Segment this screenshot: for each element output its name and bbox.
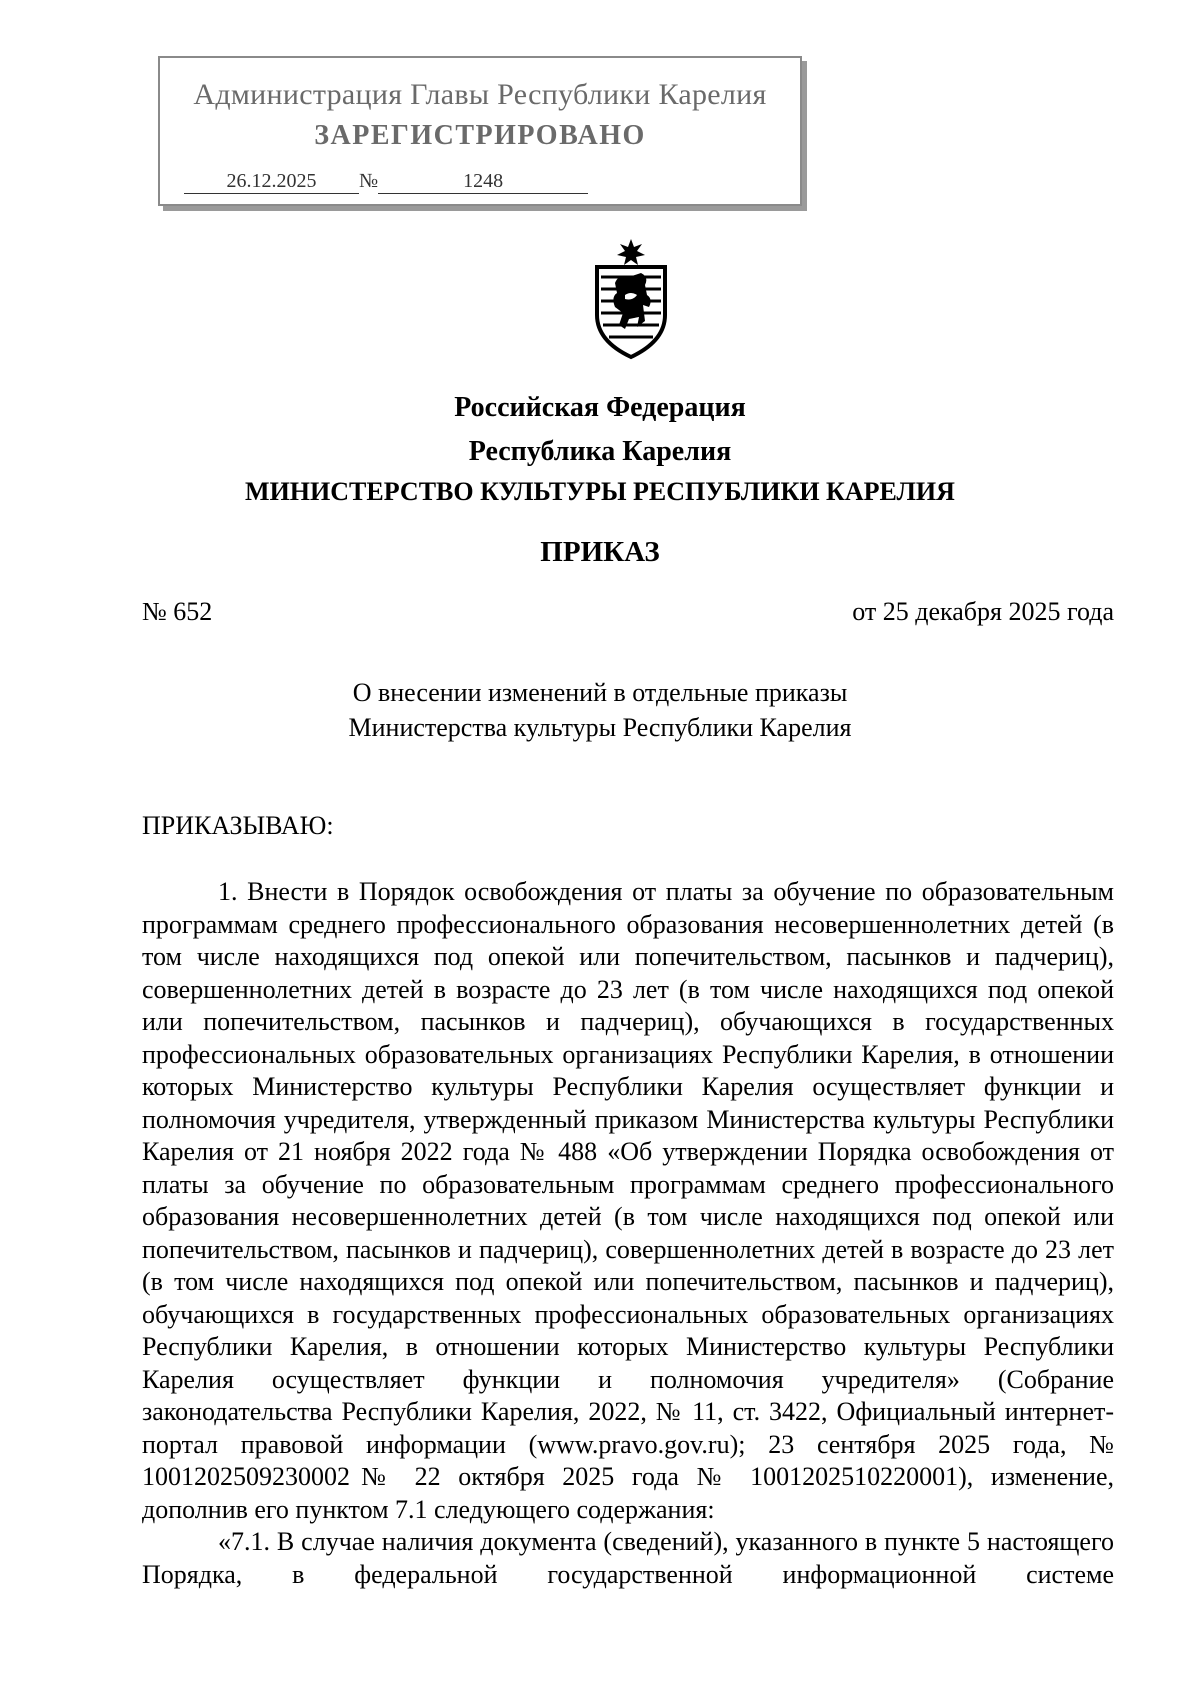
registration-stamp [158, 56, 802, 206]
stamp-date: 26.12.2025 [184, 170, 359, 194]
orders-word: ПРИКАЗЫВАЮ: [142, 811, 334, 840]
stamp-number-sign: № [359, 170, 379, 192]
order-date: от 25 декабря 2025 года [852, 597, 1114, 626]
order-subject [0, 675, 1200, 745]
subject-line-2: Министерства культуры Республики Карелия [348, 713, 852, 742]
body-paragraph-1: 1. Внести в Порядок освобождения от платы за обучение по образовательным программам среднего профессионального образования несовершеннолетних детей (в том числе находящихся под опекой или попечительством, пасынков и падчериц), совершеннолетних детей в возрасте до 23 лет (в том числе находящихся под опекой или попечительством, пасынков и падчериц), обучающихся в государственных профессиональных образовательных организациях Республики Карелия, в отношении которых Министерство культуры Республики Карелия осуществляет функции и полномочия учредителя, утвержденный приказом Министерства культуры Республики Карелия от 21 ноября 2022 года № 488 «Об утверждении Порядка освобождения от платы за обучение по образовательным программам среднего профессионального образования несовершеннолетних детей (в том числе находящихся под опекой или попечительством, пасынков и падчериц), совершеннолетних детей в возрасте до 23 лет (в том числе находящихся под опекой или попечительством, пасынков и падчериц), обучающихся в государственных профессиональных образовательных организациях Республики Карелия, в отношении которых Министерство культуры Республики Карелия осуществляет функции и полномочия учредителя» (Собрание законодательства Республики Карелия, 2022, № 11, ст. 3422, Официальный интернет-портал правовой информации (www.pravo.gov.ru); 23 сентября 2025 года, № 1001202509230002№ 22 октября 2025 года № 1001202510220001), изменение, дополнив его пунктом 7.1 следующего содержания: [142, 877, 1114, 1524]
subject-line-1: О внесении изменений в отдельные приказы [352, 678, 848, 707]
order-body [142, 876, 1114, 1591]
header-ministry: МИНИСТЕРСТВО КУЛЬТУРЫ РЕСПУБЛИКИ КАРЕЛИЯ [245, 477, 955, 506]
stamp-registration-line [184, 170, 588, 194]
karelia-coat-of-arms-icon [585, 237, 677, 361]
order-number: № 652 [142, 597, 213, 626]
body-paragraph-2: «7.1. В случае наличия документа (сведений), указанного в пункте 5 настоящего Порядка, в федеральной государственной информационной системе [142, 1527, 1114, 1589]
stamp-status: ЗАРЕГИСТРИРОВАНО [314, 120, 646, 151]
header-country: Российская Федерация [454, 392, 746, 423]
doc-type-title: ПРИКАЗ [540, 536, 660, 568]
header-republic: Республика Карелия [468, 436, 732, 467]
stamp-organization: Администрация Главы Республики Карелия [193, 78, 767, 111]
stamp-number: 1248 [378, 170, 588, 194]
